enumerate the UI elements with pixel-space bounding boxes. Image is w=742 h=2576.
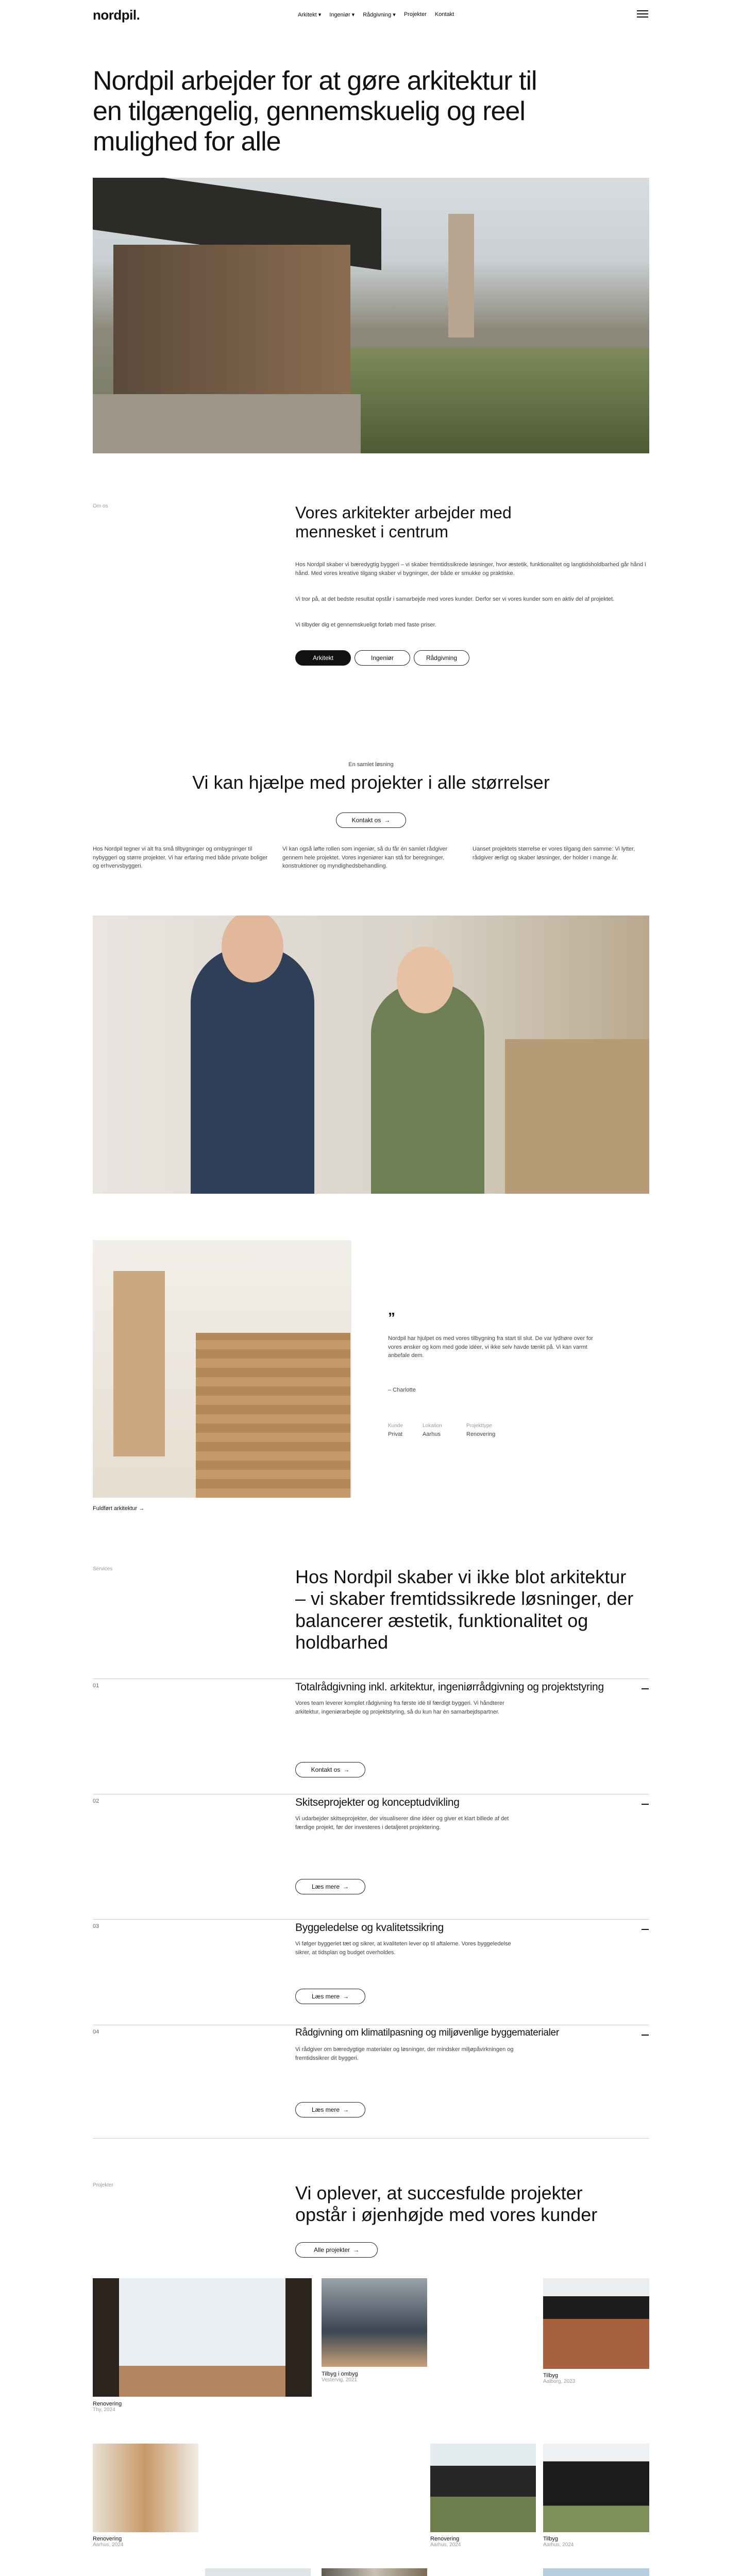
about-text: Vi tilbyder dig et gennemskueligt forløb med faste priser. [295,622,436,628]
nav-item[interactable]: Projekter [403,11,427,18]
section-label: Services [93,1566,113,1572]
nav-item[interactable]: Ingeniør ▾ [329,12,355,18]
about-title: Vores arkitekter arbejder med mennesket i centrum [295,503,512,541]
contact-button[interactable]: Kontakt os → [336,812,406,828]
project-card-image[interactable] [93,2444,198,2532]
project-card-image[interactable] [543,2444,649,2532]
project-caption: Tilbyg Aalborg, 2023 [543,2372,576,2384]
service-button[interactable]: Kontakt os → [295,1762,365,1777]
service-text: Vi udarbejder skitseprojekter, der visualiserer dine idéer og giver et klart billede af det færdige projekt, før der investeres i detaljeret projektering. [295,1816,509,1831]
meta-key: Kunde [388,1423,403,1429]
all-projects-button[interactable]: Alle projekter → [295,2242,378,2258]
project-caption: Tilbyg i ombyg Vestervig, 2021 [322,2371,358,2383]
project-caption: Renovering Aarhus, 2024 [93,2536,124,2548]
collapse-icon[interactable] [642,1929,649,1930]
meta-value: Aarhus [423,1431,441,1437]
services-title: Hos Nordpil skaber vi ikke blot arkitektur – vi skaber fremtidssikrede løsninger, der balancerer æstetik, funktionalitet og holdbarhed [295,1566,634,1653]
project-card-image[interactable] [430,2444,536,2532]
service-text: Vi følger byggeriet tæt og sikrer, at kvaliteten lever op til aftalerne. Vores byggeledelse sikrer, at tidsplan og budget overholdes. [295,1941,511,1956]
project-card-image[interactable] [322,2278,427,2367]
arrow-right-icon: → [139,1505,145,1512]
nav-item[interactable]: Kontakt [434,11,454,18]
project-caption: Renovering Thy, 2024 [93,2401,122,2413]
main-nav [298,11,454,18]
service-title[interactable]: Skitseprojekter og konceptudvikling [295,1797,460,1808]
section-label: Projekter [93,2182,114,2188]
team-image [93,916,649,1194]
service-title[interactable]: Byggeledelse og kvalitetssikring [295,1922,444,1934]
testimonial-author: – Charlotte [388,1387,416,1393]
help-kicker: En samlet løsning [348,761,394,768]
arrow-right-icon: → [384,817,391,824]
meta-key: Lokation [423,1423,442,1429]
about-text: Hos Nordpil skaber vi bæredygtig byggeri – vi skaber fremtidssikrede løsninger, hvor æstetik, funktionalitet og langtidsholdbarhed går hånd i hånd. Med vores kreative tilgang skaber vi bygninger, der både er smukke og praktiske. [295,562,646,577]
meta-key: Projekttype [466,1423,493,1429]
service-title[interactable]: Rådgivning om klimatilpasning og miljøvenlige byggematerialer [295,2027,559,2038]
nav-item[interactable]: Arkitekt ▾ [298,12,322,18]
help-text: Hos Nordpil tegner vi alt fra små tilbygninger og ombygninger til nybyggeri og større projekter. Vi har erfaring med både private boliger og erhvervsbyggeri. [93,846,268,869]
meta-value: Privat [388,1431,403,1437]
project-card-image[interactable] [543,2568,649,2576]
arkitekt-button[interactable]: Arkitekt [295,650,351,666]
testimonial-quote: Nordpil har hjulpet os med vores tilbygning fra start til slut. De var lydhøre over for vores ønsker og kom med gode idéer, vi ikke selv havde tænkt på. Vi kan varmt anbefale dem. [388,1335,593,1359]
meta-value: Renovering [466,1431,496,1437]
service-text: Vi rådgiver om bæredygtige materialer og løsninger, der mindsker miljøpåvirkningen og fremtidssikrer dit byggeri. [295,2046,514,2061]
hero-title: Nordpil arbejder for at gøre arkitektur til en tilgængelig, gennemskuelig og reel mulighed for alle [93,66,537,157]
project-card-image[interactable] [322,2568,427,2576]
service-button[interactable]: Læs mere → [295,1989,365,2004]
help-text: Uanset projektets størrelse er vores tilgang den samme: Vi lytter, rådgiver ærligt og skaber løsninger, der holder i mange år. [473,846,635,861]
collapse-icon[interactable] [642,1688,649,1689]
section-label: Om os [93,503,108,509]
hero-image [93,178,649,453]
help-title: Vi kan hjælpe med projekter i alle størrelser [192,772,550,793]
project-card-image[interactable] [543,2278,649,2369]
service-number: 03 [93,1923,99,1929]
service-number: 04 [93,2029,99,2035]
about-text: Vi tror på, at det bedste resultat opstår i samarbejde med vores kunder. Derfor ser vi vores kunder som en aktiv del af projektet. [295,596,615,602]
logo[interactable]: nordpil. [93,7,140,23]
service-number: 01 [93,1683,99,1689]
service-number: 02 [93,1798,99,1804]
project-link[interactable]: Fuldført arkitektur → [93,1505,145,1512]
collapse-icon[interactable] [642,2035,649,2036]
project-image [93,1240,351,1498]
help-text: Vi kan også løfte rollen som ingeniør, så du får én samlet rådgiver gennem hele projektet. Vores ingeniører kan stå for beregninger, konstruktioner og myndighedsbehandling. [282,846,448,869]
collapse-icon[interactable] [642,1804,649,1805]
service-button[interactable]: Læs mere → [295,2102,365,2117]
projects-title: Vi oplever, at succesfulde projekter opstår i øjenhøjde med vores kunder [295,2182,598,2226]
project-caption: Tilbyg Aarhus, 2024 [543,2536,574,2548]
radgivning-button[interactable]: Rådgivning [414,650,469,666]
menu-icon[interactable] [637,10,648,18]
service-text: Vores team leverer komplet rådgivning fra første idé til færdigt byggeri. Vi håndterer arkitektur, ingeniørarbejde og projektstyring, så du kun har én samarbejdspartner. [295,1700,504,1715]
service-title[interactable]: Totalrådgivning inkl. arkitektur, ingeniørrådgivning og projektstyring [295,1681,604,1693]
service-button[interactable]: Læs mere → [295,1879,365,1894]
nav-item[interactable]: Rådgivning ▾ [363,12,396,18]
quote-icon: ” [388,1310,395,1326]
project-card-image[interactable] [205,2568,311,2576]
project-card-image[interactable] [93,2278,312,2397]
project-caption: Renovering Aarhus, 2024 [430,2536,461,2548]
ingenior-button[interactable]: Ingeniør [355,650,410,666]
